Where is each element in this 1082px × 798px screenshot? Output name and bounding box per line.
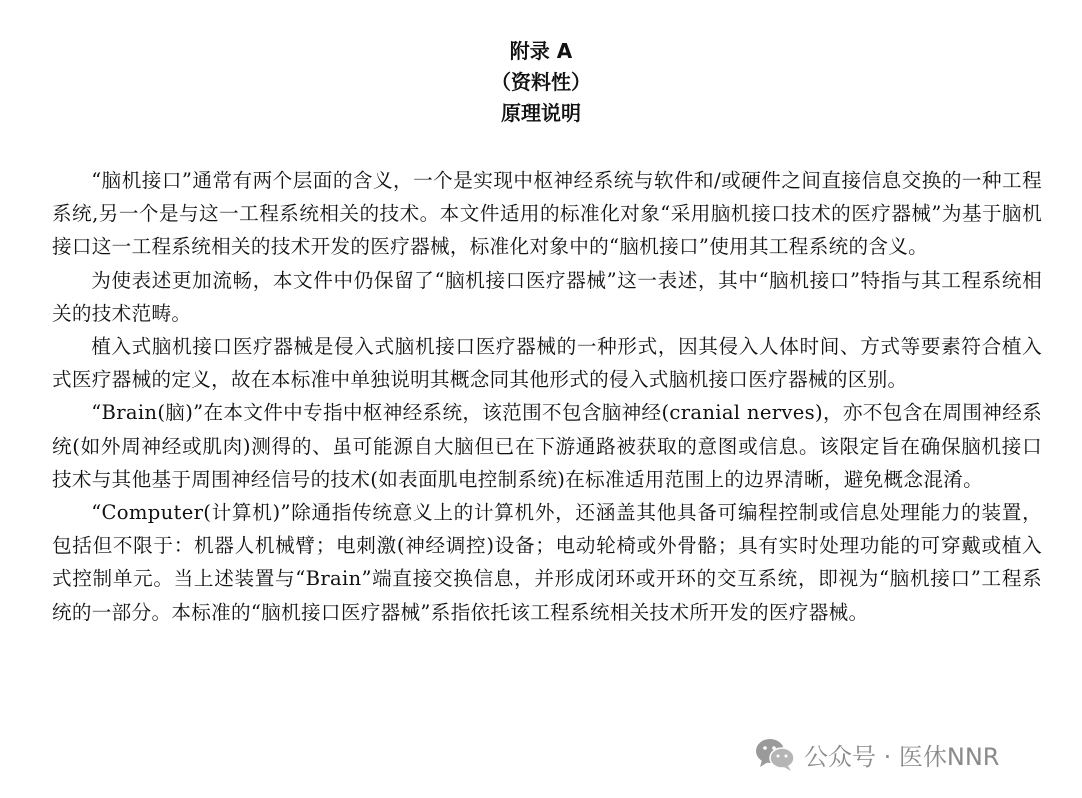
watermark bbox=[754, 736, 999, 772]
paragraph-implantable: 植入式脑机接口医疗器械是侵入式脑机接口医疗器械的一种形式，因其侵入人体时间、方式等要素符合植入式医疗器械的定义，故在本标准中单独说明其概念同其他形式的侵入式脑机接口医疗器械的区别。 bbox=[52, 335, 1042, 392]
paragraph-bci-definition: “脑机接口”通常有两个层面的含义，一个是实现中枢神经系统与软件和/或硬件之间直接信息交换的一种工程系统,另一个是与这一工程系统相关的技术。本文件适用的标准化对象“采用脑机接口技术的医疗器械”为基于脑机接口这一工程系统相关的技术开发的医疗器械，标准化对象中的“脑机接口”使用其工程系统的含义。 bbox=[52, 169, 1042, 259]
appendix-type: （资料性） bbox=[491, 70, 591, 94]
wechat-icon bbox=[754, 736, 796, 772]
paragraph-computer: “Computer(计算机)”除通指传统意义上的计算机外，还涵盖其他具备可编程控制或信息处理能力的装置，包括但不限于：机器人机械臂；电刺激(神经调控)设备；电动轮椅或外骨骼；具有实时处理功能的可穿戴或植入式控制单元。当上述装置与“Brain”端直接交换信息，并形成闭环或开环的交互系统，即视为“脑机接口”工程系统的一部分。本标准的“脑机接口医疗器械”系指依托该工程系统相关技术所开发的医疗器械。 bbox=[52, 501, 1042, 624]
appendix-title: 附录 A bbox=[509, 39, 573, 63]
paragraph-brain: “Brain(脑)”在本文件中专指中枢神经系统，该范围不包含脑神经(cranial nerves)，亦不包含在周围神经系统(如外周神经或肌肉)测得的、虽可能源自大脑但已在下游通路被获取的意图或信息。该限定旨在确保脑机接口技术与其他基于周围神经信号的技术(如表面肌电控制系统)在标准适用范围上的边界清晰，避免概念混淆。 bbox=[52, 401, 1042, 491]
watermark-text: 公众号 · 医休NNR bbox=[804, 742, 1000, 771]
document-body bbox=[52, 164, 1042, 629]
paragraph-terminology: 为使表述更加流畅，本文件中仍保留了“脑机接口医疗器械”这一表述，其中“脑机接口”特指与其工程系统相关的技术范畴。 bbox=[52, 268, 1043, 325]
section-title: 原理说明 bbox=[501, 101, 581, 125]
